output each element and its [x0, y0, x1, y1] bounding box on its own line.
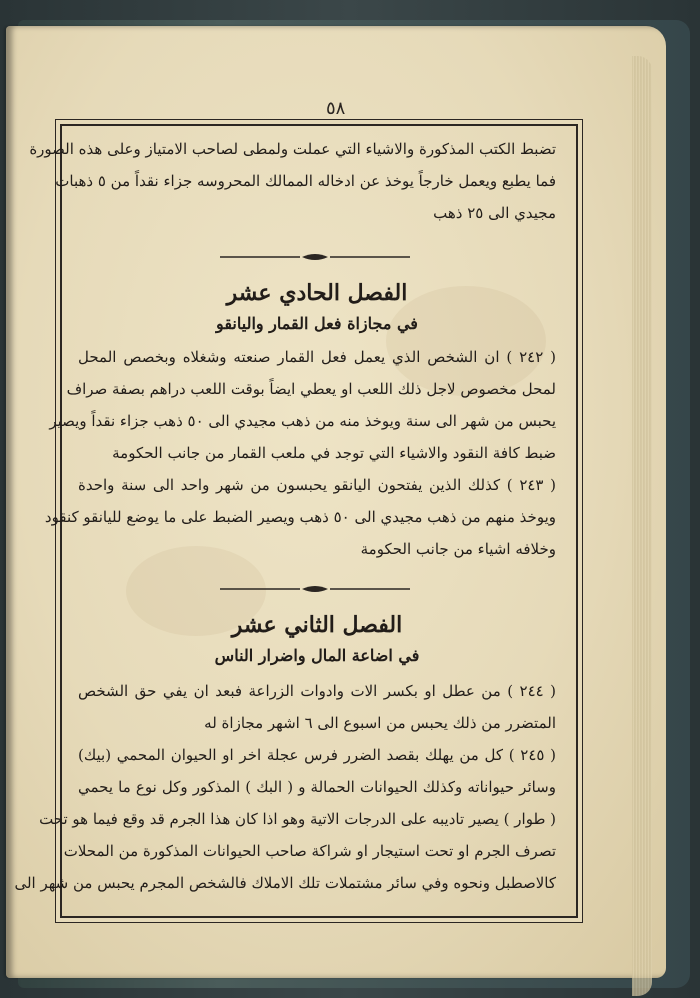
page-edge: [632, 56, 652, 996]
text-line: ( ٢٤٣ ) كذلك الذين يفتحون اليانقو يحبسون من شهر واحد الى سنة واحدة: [78, 476, 556, 494]
text-line: وسائر حيواناته وكذلك الحيوانات الحمالة و ( البك ) المذكور وكل نوع ما يحمي: [78, 778, 556, 796]
section-heading: الفصل الحادي عشر: [226, 280, 408, 306]
text-line: وخلافه اشياء من جانب الحكومة: [360, 540, 556, 558]
ornamental-divider: [220, 578, 410, 586]
text-line: تصرف الجرم او تحت استيجار او شراكة صاحب الحيوانات المذكورة من المحلات: [63, 842, 556, 860]
text-line: مجيدي الى ٢٥ ذهب: [433, 204, 556, 222]
text-line: يحبس من شهر الى سنة ويوخذ منه من ذهب مجيدي الى ٥٠ ذهب جزاء نقداً ويصير: [49, 412, 556, 430]
text-line: ( ٢٤٥ ) كل من يهلك بقصد الضرر فرس عجلة اخر او الحيوان المحمي (بيك): [78, 746, 556, 764]
page-body: [14, 134, 564, 904]
text-line: تضبط الكتب المذكورة والاشياء التي عملت ولمطى لصاحب الامتياز وعلى هذه الصورة: [29, 140, 556, 158]
text-line: ( طوار ) يصير تاديبه على الدرجات الاتية وهو اذا كان هذا الجرم قد وقع فيما هو تحت: [39, 810, 556, 828]
text-line: ( ٢٤٢ ) ان الشخص الذي يعمل فعل القمار صنعته وشغلاه وبخصص المحل: [78, 348, 556, 366]
section-subheading: في اضاعة المال واضرار الناس: [214, 646, 420, 665]
text-line: لمحل مخصوص لاجل ذلك اللعب او يعطي ايضاً بوقت اللعب دراهم بصفة صراف: [66, 380, 556, 398]
text-line: كالاصطبل ونحوه وفي سائر مشتملات تلك الاملاك فالشخص المجرم يحبس من شهر الى: [14, 874, 556, 892]
text-line: ويوخذ منهم من ذهب مجيدي الى ٥٠ ذهب ويصير الضبط على ما يوضع لليانقو كنقود: [44, 508, 556, 526]
section-subheading: في مجازاة فعل القمار واليانقو: [216, 314, 418, 333]
text-line: فما يطبع ويعمل خارجاً يوخذ عن ادخاله الممالك المحروسه جزاء نقداً من ٥ ذهبات: [55, 172, 556, 190]
text-line: ( ٢٤٤ ) من عطل او بكسر الات وادوات الزراعة فبعد ان يفي حق الشخص: [78, 682, 556, 700]
section-heading: الفصل الثاني عشر: [231, 612, 403, 638]
text-line: ضبط كافة النقود والاشياء التي توجد في ملعب القمار من جانب الحكومة: [112, 444, 556, 462]
ornamental-divider: [220, 246, 410, 254]
text-line: المتضرر من ذلك يحبس من اسبوع الى ٦ اشهر مجازاة له: [204, 714, 556, 732]
page-number: ٥٨: [326, 98, 346, 119]
